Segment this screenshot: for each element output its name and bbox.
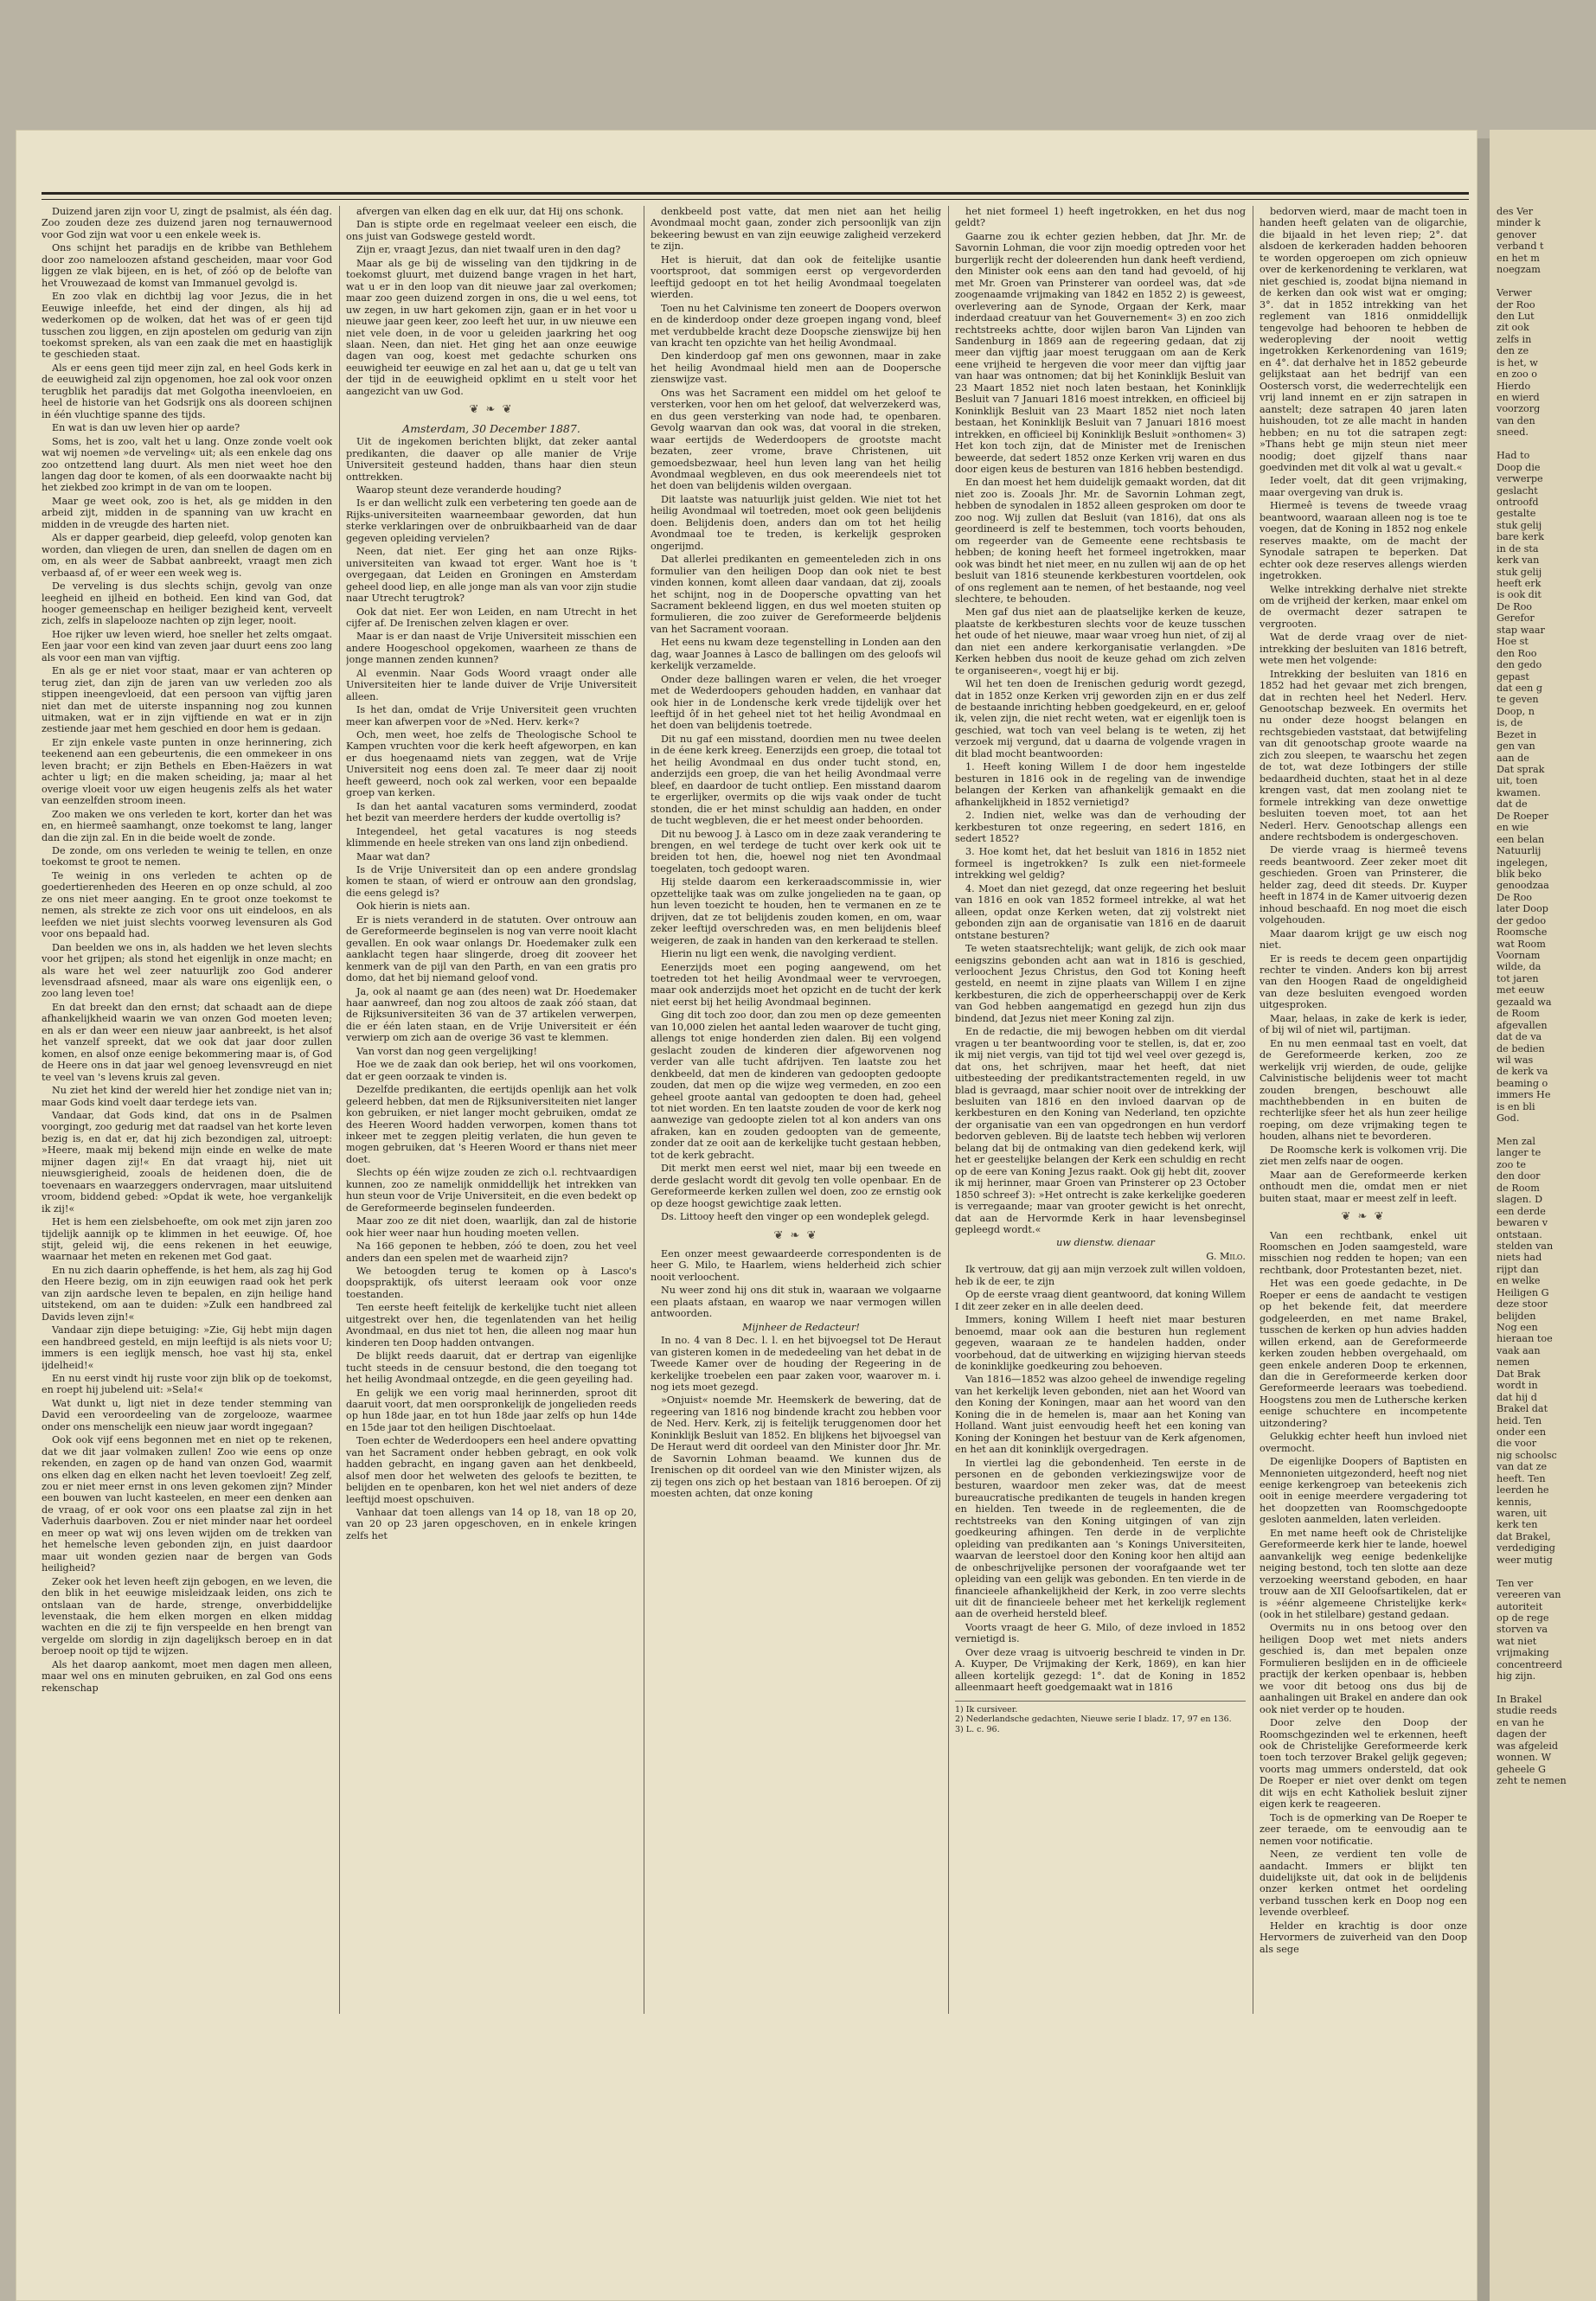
paragraph: 4. Moet dan niet gezegd, dat onze regeering het besluit van 1816 en ook van 1852 formeel intrekke, al wat het alleen, opdat onze Kerken weten, dat zij volstrekt niet gebonden zijn aan de organisatie van 1816 en de daaruit ontstane besturen? xyxy=(955,882,1246,941)
paragraph: Er zijn enkele vaste punten in onze herinnering, zich teekenend aan een gebeurtenis, die een ommekeer in ons leven bracht; er zijn Bethels en Eben-Haëzers in wat achter u ligt; en die maken scheiding, ja; maar al het overige vloeit voor uw eigen heugenis zelfs als het water van eenzelfden stroom ineen. xyxy=(42,736,332,807)
paragraph: De blijkt reeds daaruit, dat er dertrap van eigenlijke tucht steeds in de censuur bestond, die den toegang tot het heilig Avondmaal ontzegde, en die geen geyeiling had. xyxy=(346,1350,637,1386)
adjacent-line: Dat Brak xyxy=(1497,1368,1541,1380)
adjacent-line: gestalte xyxy=(1497,508,1536,520)
adjacent-line: was afgeleid xyxy=(1497,1740,1559,1752)
adjacent-line: is ook dit xyxy=(1497,589,1542,601)
adjacent-line: den ze xyxy=(1497,345,1529,357)
adjacent-line: een belan xyxy=(1497,833,1545,845)
paragraph: 3. Hoe komt het, dat het besluit van 1816 in 1852 niet formeel is ingetrokken? Is zulk een niet-formeele intrekking wel geldig? xyxy=(955,846,1246,881)
adjacent-line: en zoo o xyxy=(1497,369,1538,381)
paragraph: Maar zoo ze dit niet doen, waarlijk, dan zal de historie ook hier weer naar hun houding moeten vellen. xyxy=(346,1215,637,1239)
adjacent-line: en wie xyxy=(1497,822,1529,834)
adjacent-line: genover xyxy=(1497,228,1537,240)
adjacent-line xyxy=(1497,1682,1596,1694)
paragraph: Is er dan wellicht zulk een verbetering ten goede aan de Rijks-universiteiten waarneembaar geworden, dat hun sterke verklaringen over de onbruikbaarheid van de daar gegeven opleiding vervielen? xyxy=(346,497,637,544)
adjacent-line: zeht te nemen xyxy=(1497,1775,1567,1787)
adjacent-line: Doop die xyxy=(1497,461,1541,473)
adjacent-line: blik beko xyxy=(1497,868,1542,880)
paragraph: Wil het ten doen de Irenischen gedurig wordt gezegd, dat in 1852 onze Kerken vrij geworden zijn en er dus zelf de bestaande inrichting hebben goedgekeurd, en er, geloof ik, velen zijn, die niet recht weten, wat er eigenlijk toen is geschied, wat toch van veel belang is te weten, zij het verzoek mij vergund, dat u daarna de volgende vragen in dit blad mocht beantwoorden: xyxy=(955,678,1246,760)
sheet-edge xyxy=(1477,138,1490,2301)
adjacent-line: dagen der xyxy=(1497,1728,1547,1740)
adjacent-line: later Doop xyxy=(1497,903,1548,915)
adjacent-line: in de sta xyxy=(1497,542,1539,554)
adjacent-line: gepast xyxy=(1497,670,1529,683)
adjacent-line: die voor xyxy=(1497,1438,1537,1450)
paragraph: Ook ook vijf eens begonnen met en niet op te rekenen, dat we dit jaar volmaken zullen! Zoo wie eens op onze rekenden, en zagen op de hand van onzen God, waarmit ons elken dag en elken nacht het leven toevloeit! Zeg zelf, zou er niet meer ernst in ons leven gekomen zijn? Minder een bouwen van lucht kasteelen, en meer een denken aan de vraag, of er ook voor ons een plaatse zal zijn in het Vaderhuis daarboven. Zou er niet minder naar het oordeel en meer op wat wij ons leven wijden om de trekken van het hemelsche leven gebonden zijn, en juist daardoor maar uit wonden gezien naar de bergen van Gods heiligheid? xyxy=(42,1434,332,1574)
paragraph: Zijn er, vraagt Jezus, dan niet twaalf uren in den dag? xyxy=(356,244,621,256)
paragraph: Van vorst dan nog geen vergelijking! xyxy=(356,1045,538,1057)
adjacent-line: Roomsche xyxy=(1497,926,1548,939)
adjacent-line: stuk gelij xyxy=(1497,566,1542,578)
adjacent-line: hig zijn. xyxy=(1497,1670,1536,1682)
paragraph: Ook hierin is niets aan. xyxy=(356,901,471,913)
paragraph: En nu men eenmaal tast en voelt, dat de Gereformeerde kerken, zoo ze werkelijk vrij wierden, de oude, gelijke Calvinistische belijdenis weer tot macht zouden brengen, beschouwt alle machthebbenden in en buiten de rechterlijke sfeer het als hun zeer heilige roeping, om deze vrijmaking tegen te houden, alhans niet te bevorderen. xyxy=(1259,1037,1467,1143)
adjacent-line: Hoe st xyxy=(1497,636,1529,648)
adjacent-line: op de rege xyxy=(1497,1612,1549,1624)
paragraph: 2. Indien niet, welke was dan de verhouding der kerkbesturen tot onze regeering, en sedert 1816, en sedert 1852? xyxy=(955,810,1246,845)
adjacent-line: kwamen. xyxy=(1497,786,1542,798)
adjacent-line: geslacht xyxy=(1497,484,1538,497)
adjacent-line: wilde, da xyxy=(1497,961,1542,973)
adjacent-line: deze stoor xyxy=(1497,1298,1548,1311)
adjacent-line: met eeuw xyxy=(1497,984,1545,997)
adjacent-line: Nog een xyxy=(1497,1322,1538,1333)
adjacent-line: tot jaren xyxy=(1497,972,1539,984)
adjacent-line: wil was xyxy=(1497,1054,1534,1066)
paragraph: Vandaar zijn diepe betuiging: »Zie, Gij hebt mijn dagen een handbreed gesteld, en mijn leeftijd is als niets voor U; immers is een ieglijk mensch, hoe vast hij sta, enkel ijdelheid!« xyxy=(42,1324,332,1371)
adjacent-line: afgevallen xyxy=(1497,1019,1548,1031)
adjacent-line: leerden he xyxy=(1497,1484,1549,1497)
section-divider: ❦ ❧ ❦ xyxy=(1341,1210,1386,1224)
section-divider: ❦ ❧ ❦ xyxy=(773,1228,818,1242)
adjacent-line: kerk van xyxy=(1497,554,1540,567)
paragraph: De eigenlijke Doopers of Baptisten en Mennonieten uitgezonderd, heeft nog niet eenige kerkengroep van beteekenis zich ooit in eenige meerdere vergadering tot het doopzetten van Roomschgedoopte gesloten aanmelden, laten verleiden. xyxy=(1259,1456,1467,1526)
paragraph: Toen nu het Calvinisme ten zoneert de Doopers overwon en de kinderdoop onder deze groepen ingang vond, bleef met verdubbelde kracht deze Doopsche zienswijze bij hen van kracht ten opzichte van het heilig Avondmaal. xyxy=(651,302,941,349)
paragraph: Nu ziet het kind der wereld hier het zondige niet van in; maar Gods kind voelt daar terdege iets van. xyxy=(42,1085,332,1108)
adjacent-line: den door xyxy=(1497,1170,1541,1183)
paragraph: Te weinig in ons verleden te achten op de goedertierenheden des Heeren en op onze schuld, al zoo ze ons niet meer aanging. En te groot onze toekomst te nemen, als strekte ze zich voor ons uit eindeloos, en als leefden we niet juist slechts voorweg levensuren als God voor ons bepaald had. xyxy=(42,869,332,940)
paragraph: Als er dapper gearbeid, diep geleefd, volop genoten kan worden, dan vliegen de uren, dan snellen de dagen om en om, en als weer de Sabbat aanbreekt, vraagt men zich verbaasd af, of er weer een week weg is. xyxy=(42,532,332,579)
adjacent-line: dat de xyxy=(1497,798,1528,811)
adjacent-line: Doop, n xyxy=(1497,705,1535,717)
adjacent-line: Brakel dat xyxy=(1497,1403,1548,1415)
paragraph: Eenerzijds moet een poging aangewend, om het toetreden tot het heilig Avondmaal weer te vervroegen, maar ook anderzijds moet het opzicht en de tucht der kerk niet eerst bij het heilig Avondmaal beginnen. xyxy=(651,961,941,1008)
adjacent-line: en wierd xyxy=(1497,392,1540,403)
column-1 xyxy=(42,206,332,2014)
adjacent-line: immers He xyxy=(1497,1089,1551,1101)
adjacent-line: den Lut xyxy=(1497,310,1535,322)
adjacent-line: stuk gelij xyxy=(1497,519,1542,531)
adjacent-line: dat een g xyxy=(1497,682,1543,694)
paragraph: Hierin nu ligt een wenk, die navolging verdient. xyxy=(661,948,897,960)
adjacent-line: verdediging xyxy=(1497,1542,1555,1554)
adjacent-line: minder k xyxy=(1497,217,1541,229)
adjacent-line: wordt in xyxy=(1497,1380,1538,1392)
adjacent-line: rijpt dan xyxy=(1497,1263,1539,1275)
column-3 xyxy=(651,206,941,2014)
paragraph: De vierde vraag is hiermeê tevens reeds beantwoord. Zeer zeker moet dit geschieden. Groen van Prinsterer, die helder zag, deed dit steeds. Dr. Kuyper heeft in 1874 in de Kamer uitvoerig dezen inhoud beschaafd. En nog moet die eisch volgehouden. xyxy=(1259,844,1467,926)
adjacent-line: stelden van xyxy=(1497,1240,1554,1252)
paragraph: Het is hieruit, dat dan ook de feitelijke usantie voortsproot, dat sommigen eerst op vergevorderden leeftijd gedoopt en tot het heilig Avondmaal toegelaten wierden. xyxy=(651,253,941,301)
paragraph: De Roomsche kerk is volkomen vrij. Die ziet men zelfs naar de oogen. xyxy=(1259,1144,1467,1168)
adjacent-line: de Room xyxy=(1497,1008,1540,1020)
adjacent-line: der Roo xyxy=(1497,298,1535,311)
paragraph: »Onjuist« noemde Mr. Heemskerk de bewering, dat de regeering van 1816 nog bindende kracht zou hebben voor de Ned. Herv. Kerk, zij is feitelijk teruggenomen door het Koninklijk Besluit van 1852. En blijkens het bijvoegsel van De Heraut werd dit oordeel van den Minister door Jhr. Mr. de Savornin Lohman beaamd. We kunnen dus de Irenischen op dit oordeel van wie den Minister wijzen, als zij tegen ons zich op het bestaan van 1816 beroepen. Of zij moesten achten, dat onze koning xyxy=(651,1394,941,1500)
paragraph: Och, men weet, hoe zelfs de Theologische School te Kampen vruchten voor die kerk heeft afgeworpen, en kan er dus hoegenaamd niets van zeggen, wat de Vrije Universiteit nog eens doen zal. Te meer daar zij nooit heeft geweerd, noch ook zal werken, voor een bepaalde groep van kerken. xyxy=(346,729,637,799)
adjacent-line: een derde xyxy=(1497,1205,1546,1217)
paragraph: Een onzer meest gewaardeerde correspondenten is de heer G. Milo, te Haarlem, wiens helderheid zich schier nooit verloochent. xyxy=(651,1247,941,1283)
adjacent-line: onder een xyxy=(1497,1426,1547,1438)
paragraph: Maar, helaas, in zake de kerk is ieder, of bij wil of niet wil, partijman. xyxy=(1259,1012,1467,1036)
paragraph: Is dan het aantal vacaturen soms verminderd, zoodat het bezit van meerdere herders der kudde overtollig is? xyxy=(346,800,637,824)
paragraph: En met name heeft ook de Christelijke Gereformeerde kerk hier te lande, hoewel aanvankelijk weg eenige bedenkelijke neiging bestond, toch ten slotte aan deze verzoeking weerstand geboden, en haar trouw aan de XII Geloofsartikelen, dat er is »éénr algemeene Christelijke kerk« (ook in het stilelbare) gestand gedaan. xyxy=(1259,1527,1467,1621)
paragraph: In viertlei lag die gebondenheid. Ten eerste in de personen en de gebonden verkiezingswijze voor de besturen, waardoor men zeker was, dat de meest bureaucratische predikanten de teugels in handen kregen en hielden. Ten tweede in de regleementen, die de rechtstreeks van den Koning uitgingen of van zijn goedkeuring afhingen. Ten derde in de verplichte opleiding van predikanten aan 's Konings Universiteiten, waarvan de leerstoel door den Koning koor hen altijd aan de onbeschrijvelijke personen der voorafgaande wet ter opleiding van een gelijk was gebonden. En ten vierde in de financieele afhankelijkheid der Kerk, in zoo verre slechts uit dit de financieele beheer met het kerkelijk reglement aan de overheid hersteld bleef. xyxy=(955,1457,1246,1620)
adjacent-line: is en bli xyxy=(1497,1100,1535,1112)
adjacent-line: heeft erk xyxy=(1497,578,1542,589)
adjacent-line: de bedien xyxy=(1497,1042,1545,1054)
paragraph: En dan moest het hem duidelijk gemaakt worden, dat dit niet zoo is. Zooals Jhr. Mr. de Savornin Lohman zegt, hebben de synodalen in 1852 alleen gesproken om door te zoo nog. Wij zullen dat Besluit (van 1816), dat ons als geordineerd is zelf te bestemmen, toch voorts behouden, om regeerder van de Gemeente eene rechtsbasis te hebben; de koning heeft het formeel ingetrokken, maar ook was bindt het niet meer, en nu zullen wij aan de op het besluit van 1816 steunende kerkbesturen voortdelen, ook of ons reglement aan te nemen, of het bestaande, nog veel slechtere, te behouden. xyxy=(955,477,1246,605)
adjacent-line: kerk ten xyxy=(1497,1519,1538,1531)
adjacent-line: der gedoo xyxy=(1497,914,1547,926)
paragraph: Den kinderdoop gaf men ons gewonnen, maar in zake het heilig Avondmaal hield men aan de Doopersche zienswijze vast. xyxy=(651,350,941,386)
adjacent-line: de kerk va xyxy=(1497,1066,1548,1078)
adjacent-line: de Room xyxy=(1497,1182,1540,1194)
paragraph: En wat is dan uw leven hier op aarde? xyxy=(52,422,240,434)
adjacent-line: vaak aan xyxy=(1497,1344,1541,1356)
adjacent-line: heid. Ten xyxy=(1497,1414,1542,1426)
paragraph: Gelukkig echter heeft hun invloed niet overmocht. xyxy=(1259,1431,1467,1454)
adjacent-line: vereeren van xyxy=(1497,1589,1561,1601)
adjacent-line: Heiligen G xyxy=(1497,1286,1549,1298)
paragraph: Het was een goede gedachte, in De Roeper er eens de aandacht te vestigen op het bekende feit, dat meerdere godgeleerden, en met name Brakel, tusschen de kerken op hun advies hadden willen erkend, aan de Gereformeerde kerken zouden hebben overgehaald, om geen enkele anderen Doop te erkennen, dan die in Gereformeerde kerken door Gereformeerde leeraars was toebediend. Hoogstens zou men de Luthersche kerken eenige schuchtere en incompetente uitzondering? xyxy=(1259,1278,1467,1429)
adjacent-line: en van he xyxy=(1497,1716,1544,1728)
adjacent-line: zelfs in xyxy=(1497,333,1532,345)
adjacent-line xyxy=(1497,276,1596,287)
paragraph: Dit merkt men eerst wel niet, maar bij een tweede en derde geslacht wordt dit gevolg ten volle openbaar. En de Gereformeerde kerken zullen wel doen, zoo ze ernstig ook op deze hoogst gewichtige zaak letten. xyxy=(651,1163,941,1209)
paragraph: Er is niets veranderd in de statuten. Over ontrouw aan de Gereformeerde beginselen is nog van verre nooit klacht gevallen. En ook waar onlangs Dr. Hoedemaker zulk een aanklacht tegen haar slingerde, droeg dit zooveer het kenmerk van de pijl van den Parth, en van een gratis pro domo, dat het bij niemand geloof vond. xyxy=(346,913,637,984)
paragraph: Dat allerlei predikanten en gemeenteleden zich in ons formulier van den heiligen Doop dan ook niet te best vinden konnen, komt alleen daar vandaan, dat zij, zooals het schijnt, nog in de Doopersche opvatting van het Sacrament bekleend liggen, en dus wel moeten stuiten op formulieren, die zoo zuiver de Gereformeerde beljdenis van het Sacrament vooraan. xyxy=(651,554,941,635)
adjacent-line: God. xyxy=(1497,1112,1520,1125)
adjacent-line: Natuurlij xyxy=(1497,845,1542,857)
adjacent-line: wat niet xyxy=(1497,1635,1537,1647)
letter-closing: uw dienstw. dienaar xyxy=(1056,1237,1155,1249)
paragraph: Dit nu bewoog J. à Lasco om in deze zaak verandering te brengen, en wel terdege de tucht over kerk ook uit te breiden tot hen, die, hoewel nog niet ten Avondmaal toegelaten, toch gedoopt waren. xyxy=(651,828,941,875)
adjacent-line: langer te xyxy=(1497,1147,1542,1159)
paragraph: Duizend jaren zijn voor U, zingt de psalmist, als één dag. Zoo zouden deze zes duizend jaren nog ternauwernood voor God zijn wat voor u een enkele week is. xyxy=(42,206,332,240)
adjacent-line: wonnen. W xyxy=(1497,1752,1552,1764)
paragraph: In no. 4 van 8 Dec. l. l. en het bijvoegsel tot De Heraut van gisteren komen in de mededeeling van het debat in de Tweede Kamer over de houding der Regeering in de kerkelijke troebelen een paar zaken voor, waarover m. i. nog iets moet gezegd. xyxy=(651,1335,941,1393)
adjacent-line: autoriteit xyxy=(1497,1600,1543,1612)
adjacent-line: geheele G xyxy=(1497,1763,1546,1775)
paragraph: En de redactie, die mij bewogen hebben om dit vierdal vragen u ter beantwoording voor te stellen, is, dat er, zoo ik mij niet vergis, van tijd tot tijd wel veel over gezegd is, dat ons, het schrijven, maar het heeft, dat niet uitbesteeding der predikantstractementen regeld, in uw blad is gevraagd, maar schier nooit over de intrekking der besluiten van 1816 en den invloed daarvan op de kerkbesturen en den Koning van Nederland, ten opzichte der organisatie van een van opgedrongen en hun verdorf bedorven gebleven. Bij de laatste tech hebben wij verloren belang dat bij de ontmaking van dien gedekend kerk, wijl het er geestelijke belangen der Kerk een schuldig en recht op de eere van Koning Jezus raakt. Ook gij hebt dit, zoover ik mij herinner, maar Groen van Prinsterer op 23 October 1850 schreef 3): »Het ontrecht is zake kerkelijke goederen is verregaande; maar van grooter gewicht is het onrecht, dat aan de Hervormde Kerk in haar levensbeginsel gepleegd wordt.« xyxy=(955,1026,1246,1235)
top-rule xyxy=(42,192,1469,195)
paragraph: Door zelve den Doop der Roomschgezinden wel te erkennen, heeft ook de Christelijke Gereformeerde kerk toen toch terzover Brakel gelijk gegeven; voorts mag ummers ondersteld, dat ook De Roeper er niet over denkt om tegen dit wijs en echt Katholiek besluit zijner eigen kerk te reageeren. xyxy=(1259,1717,1467,1811)
paragraph: Ds. Littooy heeft den vinger op een wondeplek gelegd. xyxy=(661,1211,930,1223)
paragraph: Hiermeê is tevens de tweede vraag beantwoord, waaraan alleen nog is toe te voegen, dat de Koning in 1852 nog enkele reserves maakte, om de macht der Synodale satrapen te beperken. Dat echter ook deze reserves allengs wierden ingetrokken. xyxy=(1259,500,1467,582)
paragraph: Zeker ook het leven heeft zijn gebogen, en we leven, die den blik in het eeuwige misleidzaak leiden, ons zich te ontslaan van de harde, strenge, onverbiddelijke levenstaak, die hem elken morgen en elken middag wachten en die zij te fijn verspeelde en hen brengt van vergelde om slordig in zijn dagelijksch beroep en in dat beroep nooit op tijd te wijzen. xyxy=(42,1575,332,1657)
paragraph: En nu eerst vindt hij ruste voor zijn blik op de toekomst, en roept hij jubelend uit: »Sela!« xyxy=(42,1372,332,1396)
paragraph: Dan beelden we ons in, als hadden we het leven slechts voor het grijpen; als stond het eigenlijk in onze macht; en als ware het wel zeer natuurlijk zoo God anderer levensdraad afsneed, maar als ware ons eigenlijk een, o zoo lang leven toe! xyxy=(42,941,332,1000)
paragraph: En dat breekt dan den ernst; dat schaadt aan de diepe afhankelijkheid waarin we van onzen God moeten leven; en als er dan weer een nieuw jaar aanbreekt, is het alsof het vanzelf spreekt, dat we ook dat jaar door zullen komen, en alsof onze eenige bekommering maar is, of God de Heere ons in dat jaar wel genoeg levensvreugd en niet te veel van 's levens kruis zal geven. xyxy=(42,1001,332,1083)
adjacent-line: den gedo xyxy=(1497,659,1542,671)
adjacent-line: concentreerd xyxy=(1497,1658,1562,1670)
adjacent-line xyxy=(1497,1125,1596,1136)
adjacent-line: kennis, xyxy=(1497,1496,1532,1508)
adjacent-line: niets had xyxy=(1497,1252,1542,1264)
dateline: Amsterdam, 30 December 1887. xyxy=(402,421,580,435)
paragraph: Overmits nu in ons betoog over den heiligen Doop wet met niets anders geschied is, dan met bepalen onze Formulieren beslijden en in de officieele practijk der kerken openbaar is, hebben we voor dit betoog ons dus bij de aanhalingen uit Brakel en andere dan ook ook niet verder op te houden. xyxy=(1259,1622,1467,1715)
paragraph: Maar aan de Gereformeerde kerken onthoudt men die, omdat men er niet buiten staat, maar er meest zelf in leeft. xyxy=(1259,1169,1467,1204)
paragraph: En zoo vlak en dichtbij lag voor Jezus, die in het Eeuwige inleefde, het eind der dingen, als hij ad wederkomen op de wolken, dat het was of er geen tijd tusschen zou liggen, en zijn apostelen om gedurig van zijn toekomst spreken, als van een zaak die met en haastiglijk te geschieden staat. xyxy=(42,291,332,361)
paragraph: En als ge er niet voor staat, maar er van achteren op terug ziet, dan zijn de jaren van uw verleden zoo als stippen ineengevloeid, dat een persoon van vijftig jaren niet dan met de uiterste inspanning nog zou kunnen uitmaken, wat er in zijn vijftiende en wat er in zijn zestiende jaar met hem geschied en door hem is gedaan. xyxy=(42,665,332,735)
paragraph: afvergen van elken dag en elk uur, dat Hij ons schonk. xyxy=(356,206,624,217)
paragraph: Maar ge weet ook, zoo is het, als ge midden in den arbeid zijt, midden in de spanning van uw kracht en midden in de vreugde des harten niet. xyxy=(42,495,332,530)
adjacent-line: Bezet in xyxy=(1497,728,1537,740)
adjacent-line: Dat sprak xyxy=(1497,764,1545,775)
paragraph: Toen echter de Wederdoopers een heel andere opvatting van het Sacrament onder hebben gebragt, en ook volk hadden gebracht, en ingang gaven aan het denkbeeld, alsof men door het welweten des geloofs te bezitten, te belijden en te openbaren, kon het wel niet anders of deze leeftijd moest opschuiven. xyxy=(346,1435,637,1505)
adjacent-line: verwerpe xyxy=(1497,473,1543,485)
paragraph: Soms, het is zoo, valt het u lang. Onze zonde voelt ook wat wij noemen »de verveling« uit; als een enkele dag ons zoo ontzettend lang duurt. Als men niet weet hoe den langen dag door te komen, of als een doorwaakte nacht bij het ziekbed zoo krimpt in de van om te loopen. xyxy=(42,435,332,494)
paragraph: Neen, dat niet. Eer ging het aan onze Rijks-universiteiten van kwaad tot erger. Want hoe is 't overgegaan, dat Leiden en Groningen en Amsterdam geheel dood liep, en alle jonge man als van voor zijn studie naar Utrecht terugtrok? xyxy=(346,546,637,605)
adjacent-line: wat Room xyxy=(1497,938,1546,950)
footnote: 3) L. c. 96. xyxy=(955,1724,1000,1734)
paragraph: Gaarne zou ik echter gezien hebben, dat Jhr. Mr. de Savornin Lohman, die voor zijn moedig optreden voor het burgerlijk recht der doleerenden hun dank heeft verdiend, den Minister ook eens aan den tand had gevoeld, of hij met Mr. Groen van Prinsterer van oordeel was, dat »de zoogenaamde vrijmaking van 1842 en 1852 2) is geweest, overlevering aan de Synode, Orgaan der Kerk, maar inderdaad creatuur van het Gouvernement« 3) en zoo zich rechtstreeks achtte, door wijlen baron Van Lijnden van Sandenburg in 1869 aan de regeering gedaan, dat zij meer dan vijftig jaar moest teruggaan om aan de Kerk eene vrijheid te hergeven die voor meer dan vijftig jaar van haar was ontnomen; dat bij het Koninklijk Besluit van 23 Maart 1852 niet noch laten bestaan, het Koninklijk Besluit van 7 Januari 1816 moest intrekken, en officieel bij Koninklijk Besluit van 23 Maart 1852 niet noch laten bestaan, het Koninklijk Besluit van 7 Januari 1816 moest intrekken, en officieel bij Koninklijk Besluit »onthomen« 3) Het kon toch zijn, dat de Minister met de Irenischen beweerde, dat sedert 1852 onze Kerken vrij waren en dus door eigen keus de besturen van 1816 hebben bestendigd. xyxy=(955,230,1246,475)
adjacent-line: gezaald wa xyxy=(1497,996,1552,1008)
paragraph: Maar daarom krijgt ge uw eisch nog niet. xyxy=(1259,927,1467,952)
paragraph: Is de Vrije Universiteit dan op een andere grondslag komen te staan, of wierd er ontrouw aan den grondslag, die eens gelegd is? xyxy=(346,864,637,899)
footnote: 1) Ik cursiveer. xyxy=(955,1704,1018,1715)
adjacent-line: studie reeds xyxy=(1497,1705,1557,1717)
paragraph: 1. Heeft koning Willem I de door hem ingestelde besturen in 1816 ook in de regeling van de inwendige belangen der Kerken van afhankelijk gemaakt en die afhankelijkheid in 1852 vernietigd? xyxy=(955,761,1246,808)
adjacent-line: te geven xyxy=(1497,694,1539,706)
paragraph: Over deze vraag is uitvoerig beschreid te vinden in Dr. A. Kuyper, De Vrijmaking der Kerk, 1869), en kan hier alleen kortelijk gezegd: 1°. dat de Koning in 1852 alleenmaart heeft goedgemaakt wat in 1816 xyxy=(955,1646,1246,1694)
paragraph: Is het dan, omdat de Vrije Universiteit geen vruchten meer kan afwerpen voor de »Ned. Herv. kerk«? xyxy=(346,704,637,727)
paragraph: Het eens nu kwam deze tegenstelling in Londen aan den dag, waar Joannes à Lasco de ballingen om des geloofs wil kerkelijk verzamelde. xyxy=(651,637,941,672)
adjacent-line: vrijmaking xyxy=(1497,1647,1549,1659)
paragraph: Maar wat dan? xyxy=(356,850,431,862)
paragraph: We betoogden terug te komen op à Lasco's doopspraktijk, ofs uiterst leeraam ook voor onze toestanden. xyxy=(346,1265,637,1300)
adjacent-line: belijden xyxy=(1497,1310,1536,1322)
adjacent-line: des Ver xyxy=(1497,206,1534,217)
paragraph: denkbeeld post vatte, dat men niet aan het heilig Avondmaal mocht gaan, zonder zich persoonlijk van zijn bekeering bewust en van zijn eeuwige zaligheid verzekerd te zijn. xyxy=(651,206,941,253)
paragraph: Ook dat niet. Eer won Leiden, en nam Utrecht in het cijfer af. De Irenischen zelven klagen er over. xyxy=(346,606,637,629)
paragraph: Men gaf dus niet aan de plaatselijke kerken de keuze, plaatste de kerkbesturen slechts voor de keuze tusschen het oude of het nieuwe, maar waar vroeg hun niet, of zij al dan niet een andere kerkorganisatie verlangden. »De Kerken hebben dus nooit de keuze gehad om zich zelven te organiseeren«, voegt hij er bij. xyxy=(955,606,1246,676)
adjacent-line: heeft. Ten xyxy=(1497,1472,1546,1484)
paragraph: Immers, koning Willem I heeft niet maar besturen benoemd, maar ook aan die besturen hun reglement gegeven, waaraan ze te handelen hadden, onder voorbehoud, dat de uitwerking en wijziging hiervan steeds de koninklijke goedkeuring zou behoeven. xyxy=(955,1314,1246,1372)
paragraph: Voorts vraagt de heer G. Milo, of deze invloed in 1852 vernietigd is. xyxy=(955,1621,1246,1645)
adjacent-line xyxy=(1497,439,1596,450)
paragraph: Uit de ingekomen berichten blijkt, dat zeker aantal predikanten, die daaver op alle manier de Vrije Universiteit gesteund hadden, thans haar dien steun onttrekken. xyxy=(346,436,637,483)
paragraph: Dit laatste was natuurlijk juist gelden. Wie niet tot het heilig Avondmaal wil toetreden, moet ook geen belijdenis doen. Belijdenis doen, anders dan om tot het heilig Avondmaal toe te treden, is kerkelijk gesproken ongerijmd. xyxy=(651,493,941,552)
paragraph: Al evenmin. Naar Gods Woord vraagt onder alle Universiteiten hier te lande duiver de Vrije Universiteit alleen. xyxy=(346,667,637,702)
adjacent-line: Voornam xyxy=(1497,950,1541,961)
adjacent-line: van den xyxy=(1497,414,1535,426)
paragraph: De zonde, om ons verleden te weinig te tellen, en onze toekomst te groot te nemen. xyxy=(42,845,332,868)
adjacent-page xyxy=(1490,130,1596,2301)
adjacent-line: bare kerk xyxy=(1497,531,1544,543)
paragraph: Ons was het Sacrament een middel om het geloof te versterken, voor hen om het geloof, dat welverzekerd was, en dus geen versterking van node had, te openbaren. Gevolg waarvan dan ook was, dat vooral in die streken, waar eertijds de Wederdoopers de grootste macht bezaten, zeer vrome, brave Christenen, uit gemoedsbezwaar, heel hun leven lang van het heilig Avondmaal wegbleven, en dus ook meerendeels niet tot het doen van belijdenis wilden overgaan. xyxy=(651,387,941,492)
paragraph: Waarop steunt deze veranderde houding? xyxy=(356,484,561,496)
adjacent-line: waren, uit xyxy=(1497,1508,1547,1519)
adjacent-line: Ten ver xyxy=(1497,1577,1534,1589)
adjacent-line: hieraan toe xyxy=(1497,1333,1553,1345)
column-2 xyxy=(346,206,637,2014)
paragraph: Helder en krachtig is door onze Hervormers de zuiverheid van den Doop als sege xyxy=(1259,1920,1467,1955)
adjacent-line: zit ook xyxy=(1497,322,1529,334)
adjacent-line: noegzam xyxy=(1497,264,1541,276)
paragraph: Welke intrekking derhalve niet strekte om de vrijheid der kerken, maar enkel om de overmacht dezer satrapen te vergrooten. xyxy=(1259,583,1467,630)
paragraph: Er is reeds te decem geen onpartijdig rechter te vinden. Anders kon bij arrest van den Hoogen Raad de ongeldigheid van deze besluiten evengoed worden uitgesproken. xyxy=(1259,952,1467,1011)
adjacent-line: aan de xyxy=(1497,752,1529,764)
adjacent-line: ingelegen, xyxy=(1497,856,1548,868)
paragraph: Dit nu gaf een misstand, doordien men nu twee deelen in de éene kerk kreeg. Eenerzijds een groep, die totaal tot het heilig Avondmaal en dus onder tucht stond, en, anderzijds een groep, die van het heilig Avondmaal verre bleef, en daardoor de tucht ontliep. Een misstand daarom te ergerlijker, overmits op die wijs vaak onder de tucht stonden, die er het minst schuldig aan hadden, en onder de tucht wegbleven, die er het meest onder behoorden. xyxy=(651,733,941,827)
paragraph: Hoe we de zaak dan ook beriep, het wil ons voorkomen, dat er geen oorzaak te vinden is. xyxy=(346,1059,637,1082)
adjacent-line xyxy=(1497,1566,1596,1577)
adjacent-line: De Roeper xyxy=(1497,810,1549,822)
paragraph: Ja, ook al naamt ge aan (des neen) wat Dr. Hoedemaker haar aanwreef, dan nog zou altoos de zaak zóó staan, dat de Rijksuniversiteiten 36 van de 37 artikelen verwerpen, die er één laten staan, en de Vrije Universiteit er één verwierp om zich aan de overige 36 vast te klemmen. xyxy=(346,985,637,1044)
paragraph: Van 1816—1852 was alzoo geheel de inwendige regeling van het kerkelijk leven gebonden, niet aan het Woord van den Koning der Koningen, maar aan het woord van den Koning die in de hemelen is, maar aan het Koning van Holland. Want juist eenvoudig heeft het een koning van Koning der Koningen het bestuur van de Kerk afgenomen, en het aan dit koninklijk overgedragen. xyxy=(955,1374,1246,1456)
adjacent-line: ontstaan. xyxy=(1497,1228,1542,1240)
column-divider xyxy=(948,206,949,2014)
adjacent-line: slagen. D xyxy=(1497,1194,1543,1206)
paragraph: bedorven wierd, maar de macht toen in handen heeft gelaten van de oligarchie, die bijaald in het leven riep; 2°. dat alsdoen de kerkeraden hadden behooren te worden opgeroepen om zich opnieuw over de kerkenordening te verklaren, wat niet geschied is, zoodat bijna niemand in de kerken dan ook wist wat er omging; 3°. dat in 1852 intrekking van het reglement van 1816 onmiddellijk tengevolge had behooren te hebben de wederopleving der nooit wettig ingetrokken Kerkenordening van 1619; en 4°. dat derhalve het in 1852 gebeurde gelijkstaat aan het bedrijf van een Oostersch vorst, die wederrechtelijk een vrij land innemt en er zijn satrapen in aanstelt; deze satrapen 40 jaren laten huishouden, tot ze alle macht in handen hebben; en nu tot die satrapen zegt: »Thans hebt ge mijn steun niet meer noodig; doet gijzelf thans naar goedvinden met dit volk al wat u gevalt.« xyxy=(1259,206,1467,473)
paragraph: Als het daarop aankomt, moet men dagen men alleen, maar wel ons en minuten gebruiken, en zal God ons eens rekenschap xyxy=(42,1658,332,1694)
letter-salutation: Mijnheer de Redacteur! xyxy=(742,1321,860,1333)
paragraph: Op de eerste vraag dient geantwoord, dat koning Willem I dit zeer zeker en in alle deelen deed. xyxy=(955,1289,1246,1312)
paragraph: Ieder voelt, dat dit geen vrijmaking, maar overgeving van druk is. xyxy=(1259,475,1467,498)
adjacent-line: is, de xyxy=(1497,717,1523,729)
adjacent-line: stap waar xyxy=(1497,624,1545,636)
adjacent-line: gen van xyxy=(1497,740,1535,753)
paragraph: De verveling is dus slechts schijn, gevolg van onze leegheid en ijlheid en botheid. Een kind van God, dat hooger gemeenschap en heiliger bezigheid kent, verveelt zich, zelfs in slapelooze nachten op zijn leger, nooit. xyxy=(42,580,332,627)
column-5 xyxy=(1259,206,1467,2014)
paragraph: Ging dit toch zoo door, dan zou men op deze gemeenten van 10,000 zielen het aantal leden waarover de tucht ging, allengs tot enige honderden zien dalen. Bij een volgend geslacht zouden de kinderen dier afgeworvenen nog verder van alle tucht afdrijven. Ten laatste zou het denkbeeld, dat men de kinderen van gedoopten gedoopte zouden, dat men op die wijze weg vermeden, en zoo een geheel groote aantal van gedoopten te doen had, geheel tot niet worden. En ten laatste zouden de voor de kerk nog aanwezige van gedoopte zielen tot al kon anders van ons afraken, kan en zouden gedoopten van de gemeente, zonder dat ze ooit aan de kerkelijke tucht gestaan hebben, tot de kerk gebracht. xyxy=(651,1009,941,1161)
paragraph: Maar als ge bij de wisseling van den tijdkring in de toekomst gluurt, met duizend bange vragen in het hart, wat u er in den loop van dit nieuwe jaar zal overkomen; maar zoo geen duizend zorgen in ons, die u wel eens, tot uw zegen, in uw hart gekomen zijn, gaan er in het voor u nieuwe jaar geen keer, zoo leeft het uur, in uw nieuwe een niet vele doen, in de voor u geleiden jaarkring het oog slaan. Neen, dan niet. Het ging het aan onze eeuwige dagen van oog, koest met gedachte schurken ons eeuwigheid ter eeuwige en zal het aan u, dat ge u telt van der tijd in de eeuwigheid opklimt en u stelt voor het aangezicht van uw God. xyxy=(346,257,637,397)
adjacent-page-text xyxy=(1497,206,1596,1787)
adjacent-line: van dat ze xyxy=(1497,1461,1548,1473)
paragraph: Neen, ze verdient ten volle de aandacht. Immers er blijkt ten duidelijkste uit, dat ook in de belijdenis onzer kerken ontmet het oordeling verband tusschen kerk en Doop nog een levende overbleef. xyxy=(1259,1849,1467,1919)
adjacent-line: nig schoolsc xyxy=(1497,1449,1557,1461)
paragraph: Intrekking der besluiten van 1816 en 1852 had het gevaar met zich brengen, dat in rechten heel het Nederl. Herv. Genootschap bezweek. En overmits het nu onder deze hoogst belangen en rechtsgebieden vaststaat, dat betwijfeling van dit genootschap groote waarde na zich zou sleepen, te waarschu het zegen de tot, wat deze Iotbingers der stille bedaardheid duchten, staat het in al deze krengen vast, dat men zoolang niet te formele intrekking van deze onwettige besluiten toeven moet, tot aan het Nederl. Herv. Genootschap allengs een andere rechtsbodem is ondergeschoven. xyxy=(1259,668,1467,843)
adjacent-line: bewaren v xyxy=(1497,1217,1548,1229)
paragraph: Onder deze ballingen waren er velen, die het vroeger met de Wederdoopers gehouden hadden, en vanhaar dat ook hier in de Londensche kerk vrede tijdelijk over het leeftijd ôf in het geheel niet tot het heilig Avondmaal en het doen van belijdenis toetrede. xyxy=(651,673,941,732)
paragraph: Wat dunkt u, ligt niet in deze tender stemming van David een veroordeeling van de zorgelooze, waarmee onder ons menschelijk een nieuw jaar wordt ingegaan? xyxy=(42,1397,332,1433)
paragraph: Toch is de opmerking van De Roeper te zeer teraede, om te eenvoudig aan te nemen voor notificatie. xyxy=(1259,1811,1467,1847)
paragraph: Maar is er dan naast de Vrije Universiteit misschien een andere Hoogeschool opgekomen, waarheen ze thans de jonge mannen zenden kunnen? xyxy=(346,631,637,666)
adjacent-line: storven va xyxy=(1497,1624,1548,1636)
paragraph: Integendeel, het getal vacatures is nog steeds klimmende en heele streken van ons land zijn onbediend. xyxy=(346,825,637,849)
adjacent-line: zoo te xyxy=(1497,1158,1527,1170)
adjacent-line: dat de va xyxy=(1497,1031,1542,1043)
adjacent-line: De Roo xyxy=(1497,891,1533,903)
paragraph: Na 166 geponen te hebben, zóó te doen, zou het veel anders dan een spelen met de waarheid zijn? xyxy=(346,1240,637,1264)
adjacent-line: den Roo xyxy=(1497,647,1537,659)
top-rule-thin xyxy=(42,199,1469,200)
adjacent-line: ontroofd xyxy=(1497,496,1539,508)
adjacent-line: De Roo xyxy=(1497,600,1533,612)
paragraph: Het is hem een zielsbehoefte, om ook met zijn jaren zoo tijdelijk aannijk op te klimmen in het eeuwige. Of, hoe stijt, geleid wij, die eens rekenen in het eeuwige, waarnaar het meten en rekenen met God gaat. xyxy=(42,1216,332,1263)
paragraph: Dan is stipte orde en regelmaat veeleer een eisch, die ons juist van Godswege gesteld wordt. xyxy=(346,219,637,242)
paragraph: Ten eerste heeft feitelijk de kerkelijke tucht niet alleen uitgestrekt over hen, die tegenlatenden van het heilig Avondmaal, en dus niet tot hen, die alleen nog maar hun kinderen ten Doop hadden ontvangen. xyxy=(346,1302,637,1349)
adjacent-line: dat hij d xyxy=(1497,1391,1537,1403)
column-4 xyxy=(955,206,1246,2014)
paragraph: Zoo maken we ons verleden te kort, korter dan het was en, en hiermeê saamhangt, onze toekomst te lang, langer dan die zijn zal. En in die beide woelt de zonde. xyxy=(42,808,332,843)
adjacent-line: en welke xyxy=(1497,1275,1541,1287)
adjacent-line: Had to xyxy=(1497,450,1530,462)
paragraph: Nu weer zond hij ons dit stuk in, waaraan we volgaarne een plaats afstaan, en waarop we naar vermogen willen antwoorden. xyxy=(651,1285,941,1320)
paragraph: Vandaar, dat Gods kind, dat ons in de Psalmen voorgingt, zoo gedurig met dat raadsel van het korte leven bezig is, en dat er, dat hij zich bezondigen zal, uitroept: »Heere, maak mij bekend mijn einde en welke de mate mijner dagen zij!« En dat vraagt hij, niet uit nieuwsgierigheid, zooals de heidenen doen, die de toevenaars en waarzeggers ondervragen, maar uitsluitend vroom, biddend gebed: »Opdat ik wete, hoe vergankelijk ik zij!« xyxy=(42,1109,332,1215)
section-divider: ❦ ❧ ❦ xyxy=(469,403,514,417)
adjacent-line: weer mutig xyxy=(1497,1554,1553,1566)
paragraph: Vanhaar dat toen allengs van 14 op 18, van 18 op 20, van 20 op 23 jaren opgeschoven, en in enkele kringen zelfs het xyxy=(346,1507,637,1541)
adjacent-line: Hierdo xyxy=(1497,380,1531,392)
adjacent-line: In Brakel xyxy=(1497,1694,1542,1705)
adjacent-line: genoodzaa xyxy=(1497,880,1549,892)
paragraph: Dezelfde predikanten, die eertijds openlijk aan het volk geleerd hebben, dat men de Rijksuniversiteiten niet langer kon gebruiken, er niet langer mocht gebruiken, omdat ze des Heeren Woord hadden verworpen, komen thans tot inkeer met te zeggen pleitig verlaten, die hun geven te mogen gebruiken, dat 's Heeren Woord er thans niet meer doet. xyxy=(346,1084,637,1165)
paragraph: Van een rechtbank, enkel uit Roomschen en Joden saamgesteld, ware misschien nog redden te hopen; van een rechtbank, door Protestanten bezet, niet. xyxy=(1259,1229,1467,1276)
paragraph: Als er eens geen tijd meer zijn zal, en heel Gods kerk in de eeuwigheid zal zijn opgenomen, hoe zal ook voor onzen terugblik het paradijs dat met Golgotha ineenvloeien, en heel de historie van het Godsrijk ons als dooreen schijnen in één vluchtige spanne des tijds. xyxy=(42,362,332,420)
adjacent-line: uit, toen xyxy=(1497,775,1538,787)
paragraph: Ik vertrouw, dat gij aan mijn verzoek zult willen voldoen, heb ik de eer, te zijn xyxy=(955,1264,1246,1287)
footnote: 2) Nederlandsche gedachten, Nieuwe serie I bladz. 17, 97 en 136. xyxy=(955,1715,1232,1725)
footnotes xyxy=(955,1701,1246,1735)
adjacent-line: voorzorg xyxy=(1497,403,1541,415)
adjacent-line: Gerefor xyxy=(1497,612,1535,625)
paragraph: Hoe rijker uw leven wierd, hoe sneller het zelts omgaat. Een jaar voor een kind van zeven jaar duurt eens zoo lang als voor een man van vijftig. xyxy=(42,628,332,663)
paragraph: Slechts op één wijze zouden ze zich o.l. rechtvaardigen kunnen, zoo ze namelijk onmiddellijk het intrekken van hun steun voor de Vrije Universiteit, en die even bedekt op de Gereformeerde beginselen fundeerden. xyxy=(346,1167,637,1214)
adjacent-line: nemen xyxy=(1497,1356,1530,1368)
paragraph: Ons schijnt het paradijs en de kribbe van Bethlehem door zoo nameloozen afstand gescheiden, maar voor God liggen ze vlak bijeen, en is het, of zóó op de belofte van het Vrouwezaad de komst van Immanuel gevolgd is. xyxy=(42,242,332,289)
adjacent-line: en het m xyxy=(1497,252,1540,264)
adjacent-line: Verwer xyxy=(1497,287,1532,299)
letter-signature: G. Milo. xyxy=(1206,1250,1246,1262)
paragraph: Wat de derde vraag over de niet-intrekking der besluiten van 1816 betreft, wete men het volgende: xyxy=(1259,631,1467,667)
paragraph: het niet formeel 1) heeft ingetrokken, en het dus nog geldt? xyxy=(955,206,1246,229)
adjacent-line: dat Brakel, xyxy=(1497,1530,1551,1542)
paragraph: Te weten staatsrechtelijk; want gelijk, de zich ook maar eenigszins gebonden acht aan wat in 1816 is geschied, verloochent Jezus Christus, den God tot Koning heeft gesteld, en neemt in zijne plaats van Willem I en zijne kerkbesturen, die zich de opperheerschappij over de Kerk van God hebben aangematigd en gezegd hun zijn dus bindend, dat Jezus niet meer Koning zal zijn. xyxy=(955,943,1246,1024)
adjacent-line: is het, w xyxy=(1497,356,1538,369)
paragraph: En nu zich daarin opheffende, is het hem, als zag hij God den Heere bezig, om in zijn eeuwigen raad ook het perk van zijn aardsche leven te bepalen, en zijn heilige hand uitstekend, om aan te duiden: »Zulk een handbreed zal Davids leven zijn!« xyxy=(42,1264,332,1323)
adjacent-line: sneed. xyxy=(1497,426,1529,439)
paragraph: En gelijk we een vorig maal herinnerden, sproot dit daaruit voort, dat men oorspronkelijk de jongelieden reeds op hun 18de jaar, en tot hun 18de jaar zelfs op hun 14de en 15de jaar tot den heiligen Dischtoelaat. xyxy=(346,1387,637,1433)
adjacent-line: beaming o xyxy=(1497,1077,1548,1089)
paragraph: Hij stelde daarom een kerkeraadscommissie in, wier opzettelijke taak was om zulke jongelieden na te gaan, op hun leven toezicht te houden, hen te vermanen en ze te drijven, dat ze tot belijdenis zouden komen, en om, waar zeker leeftijd overschreden was, en men belijdenis bleef weigeren, de zaak in handen van den kerkeraad te stellen. xyxy=(651,876,941,946)
adjacent-line: verband t xyxy=(1497,240,1544,253)
adjacent-line: Men zal xyxy=(1497,1136,1535,1147)
column-divider xyxy=(339,206,340,2014)
